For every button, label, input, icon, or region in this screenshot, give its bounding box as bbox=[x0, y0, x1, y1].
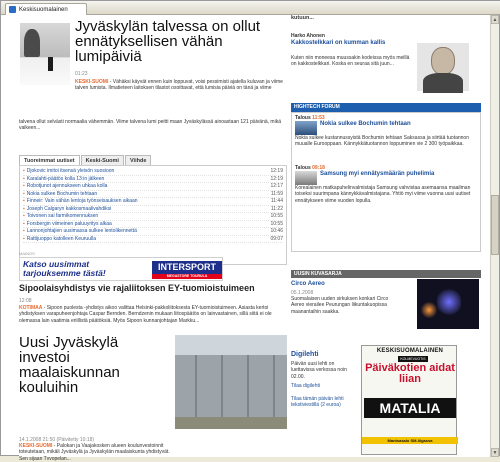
news-list bbox=[19, 165, 287, 265]
news-row[interactable] bbox=[23, 191, 283, 199]
forum-lead: Nokia sulkee kustannussyistä Bochumin tehtaan Saksassa ja siirtää tuotannon muualle Eurooppaan. Kännykkätuotannon loppuminen vie 2 300 työpaikkaa. bbox=[295, 135, 469, 148]
story-sipoo-title[interactable]: Sipoolaisyhdistys vie rajaliitoksen EY-tuomioistuimeen bbox=[19, 283, 255, 293]
author-portrait bbox=[417, 43, 469, 91]
news-time: 12:19 bbox=[270, 175, 283, 182]
tab-keski-suomi[interactable]: Keski-Suomi bbox=[81, 155, 124, 166]
news-time: 12:17 bbox=[270, 183, 283, 189]
news-time: 12:19 bbox=[270, 168, 283, 174]
bullet-icon: ▪ bbox=[23, 205, 25, 212]
main-story bbox=[19, 18, 287, 132]
forum-title[interactable]: Nokia sulkee Bochumin tehtaan bbox=[320, 121, 411, 127]
news-time: 09:07 bbox=[270, 235, 283, 242]
story-school-title[interactable]: Uusi Jyväskylä investoi maalaiskunnan kouluihin bbox=[19, 334, 120, 396]
story-sipoo-lead: KOTIMAA - Sipoon puolesta -yhdistys aikoo valittaa Helsinki-pakkoliitoksesta EY-tuomioistuimeen. Asiasta kertoi yhdistyksen varapuheenjohtaja Caspar Bernden. Berndzenin mukaan liitospäätös on lainvastainen, sillä siitä ei ole olemassa lain vaatimia eriillistä päätöksiä. Myös Sipoon kunnanjohtajan Markku... bbox=[19, 305, 272, 324]
ad-text: Katso uusimmat tarjouksemme tästä! bbox=[23, 259, 106, 278]
gallery-date: 05.1.2008 bbox=[291, 290, 314, 296]
story-sipoo-source: KOTIMAA bbox=[19, 305, 43, 311]
vertical-scrollbar[interactable] bbox=[490, 15, 499, 457]
news-row[interactable] bbox=[23, 198, 283, 206]
news-row[interactable] bbox=[23, 183, 283, 191]
sms-order-link[interactable]: Tilaa tämän päivän lehti tekstiviestillä (2 euroa) bbox=[291, 396, 344, 409]
gallery-image[interactable] bbox=[417, 279, 479, 329]
story-school-lead-text: Palokan ja Vaajakosken alueen koulunvestoinnit toteutetaan, mikäli Jyväskylä ja Jyväskylän maalaiskunta yhdistyvät. Sen sijaan Tvvopelan... bbox=[19, 443, 170, 462]
tree-shape bbox=[24, 29, 40, 57]
news-row[interactable] bbox=[23, 206, 283, 214]
bullet-icon: ▪ bbox=[23, 168, 25, 174]
news-time: 11:22 bbox=[270, 205, 283, 212]
story-school-image[interactable] bbox=[175, 335, 287, 429]
favicon-icon bbox=[9, 6, 16, 13]
forum-cat: Talous bbox=[295, 165, 311, 171]
gallery-lead: Suomalaisen uuden sirkuksen konkari Circo Aereo vierailee Peurungan liikuntakuopissa maanantaihin saakka. bbox=[291, 296, 389, 315]
forum-thumb-image bbox=[295, 121, 317, 135]
forum-headline-row bbox=[295, 171, 480, 185]
forum-item[interactable] bbox=[295, 165, 480, 204]
story-sipoo-time: 12:08 bbox=[19, 298, 32, 304]
forum-time: 09:18 bbox=[312, 165, 325, 171]
news-row[interactable] bbox=[23, 213, 283, 221]
tab-viihde[interactable]: Viihde bbox=[125, 155, 151, 166]
building-stripe bbox=[195, 355, 197, 417]
building-stripe bbox=[247, 355, 249, 417]
forum-headline-row bbox=[295, 121, 480, 135]
tab-latest[interactable]: Tuoreimmat uutiset bbox=[19, 155, 80, 166]
newspaper-cover[interactable] bbox=[361, 345, 457, 455]
right-top-text: kutuun... bbox=[291, 15, 314, 21]
news-link[interactable]: Joseph Calgaryn kakkosmaalivahdiksi bbox=[26, 205, 112, 212]
forum-header[interactable]: HIGHTECH FORUM bbox=[291, 103, 481, 112]
main-story-lead-text: Vähäksi käyvät ennen kuin loppuvat, voisi pessimisti ajatella kuluvan ja viime talven lumista. Ilmatieteen laitoksen tilastot osoittavat, että lumisia päiviä on tänä ja viime bbox=[75, 79, 283, 92]
bullet-icon: ▪ bbox=[23, 198, 25, 204]
tab-title: Keskisuomalainen bbox=[19, 6, 68, 13]
forum-time: 11:53 bbox=[312, 115, 325, 121]
bullet-icon: ▪ bbox=[23, 175, 25, 182]
news-time: 11:59 bbox=[270, 190, 283, 197]
news-link[interactable]: Djokovic imitoi itsensä yleisön suosioon bbox=[26, 168, 115, 174]
forum-item[interactable] bbox=[295, 115, 480, 148]
gallery-title[interactable]: Circo Aereo bbox=[291, 281, 325, 287]
story-school-source: KESKI-SUOMI bbox=[19, 443, 53, 449]
scroll-down-icon[interactable]: ▼ bbox=[492, 450, 498, 456]
tab-bar bbox=[1, 1, 500, 15]
story-sipoo bbox=[19, 283, 287, 324]
digilehti-title[interactable]: Digilehti bbox=[291, 351, 319, 358]
news-link[interactable]: Toivonen sai farmikomennuksen bbox=[26, 213, 99, 219]
news-row[interactable] bbox=[23, 168, 283, 176]
paper-footer: Mantsasalo SM-liigassa bbox=[362, 437, 458, 444]
gallery-header[interactable]: UUSIN KUVASARJA bbox=[291, 270, 481, 278]
main-story-lead-cont: talvena ollut selvästi normaalia vähemmän. Viime talvena lumi peitti maan Jyväskylässä ainoastaan 121 päivänä, mikä vaikeen... bbox=[19, 119, 281, 132]
main-story-title[interactable]: Jyväskylän talvessa on ollut ennätyksellisen vähän lumipäiviä bbox=[75, 18, 261, 65]
person-shape bbox=[48, 57, 53, 71]
bullet-icon: ▪ bbox=[23, 190, 25, 197]
story-school-lead: KESKI-SUOMI - Palokan ja Vaajakosken alueen koulunvestoinnit toteutetaan, mikäli Jyväskylä ja Jyväskylän maalaiskunta yhdistyvät. Sen sijaan Tvvopelan... bbox=[19, 443, 170, 462]
forum-box bbox=[291, 112, 481, 252]
portrait-head bbox=[431, 47, 455, 75]
stage-light bbox=[437, 287, 461, 317]
news-time: 10:55 bbox=[270, 220, 283, 227]
column-author: Harko Ahonen bbox=[291, 33, 325, 39]
bullet-icon: ▪ bbox=[23, 228, 25, 234]
digilehti-text: Päivän uusi lehti on luettavissa verkossa noin 02.00. bbox=[291, 361, 347, 380]
forum-title[interactable]: Samsung myi ennätysmäärän puhelimia bbox=[320, 171, 435, 177]
main-story-source: KESKI-SUOMI bbox=[75, 79, 109, 85]
news-link[interactable]: Finneir: Vain vähän lentoja työnseisauksen aikaan bbox=[26, 198, 138, 204]
news-row[interactable] bbox=[23, 236, 283, 244]
scroll-thumb[interactable] bbox=[491, 195, 499, 255]
news-time: 11:44 bbox=[270, 198, 283, 204]
news-link[interactable]: Karalahti-päätös kolla 13:in jälkeen bbox=[26, 175, 105, 182]
scroll-up-icon[interactable]: ▲ bbox=[492, 17, 498, 23]
bullet-icon: ▪ bbox=[23, 183, 25, 189]
news-time: 10:46 bbox=[270, 228, 283, 234]
column-title[interactable]: Kakkostelkkari on kumman kallis bbox=[291, 40, 386, 46]
paper-subtag: KOLMEVUOTIS bbox=[398, 356, 428, 362]
news-link[interactable]: Lannonjohtajien uusimassa sulkee lentolikennettä bbox=[26, 228, 137, 234]
bullet-icon: ▪ bbox=[23, 213, 25, 219]
bullet-icon: ▪ bbox=[23, 220, 25, 227]
news-link[interactable]: Rattijuoppo katolleen Keuruulla bbox=[26, 235, 96, 242]
page-content bbox=[19, 15, 491, 462]
story-school-meta: 14.1.2008 21:50 (Päivitetty 10:18) bbox=[19, 437, 95, 443]
news-link[interactable]: Forsbergin viimeinen paluuyritys alkaa bbox=[26, 220, 112, 227]
news-row[interactable] bbox=[23, 228, 283, 236]
intersport-logo bbox=[152, 261, 222, 279]
news-time: 10:55 bbox=[270, 213, 283, 219]
browser-tab[interactable] bbox=[5, 3, 87, 15]
main-story-image[interactable] bbox=[20, 23, 70, 85]
story-school bbox=[19, 334, 287, 462]
portrait-body bbox=[423, 73, 463, 93]
building-stripe bbox=[221, 355, 223, 417]
ground-shape bbox=[175, 417, 287, 429]
ad-brand-sub: MEGASTORE TOURULA bbox=[152, 274, 222, 279]
paper-masthead: KESKISUOMALAINEN bbox=[376, 348, 444, 354]
news-link[interactable]: Robotjunot ajennukseen uhkaa kolla bbox=[26, 183, 108, 189]
news-row[interactable] bbox=[23, 221, 283, 229]
news-box bbox=[19, 155, 287, 265]
story-sipoo-lead-text: Sipoon puolesta -yhdistys aikoo valittaa Helsinki-pakkoliitoksesta EY-tuomioistuimeen. Asiasta kertoi yhdistyksen varapuheenjohtaja Caspar Bernden. Berndzenin mukaan liitospäätös on lainvastainen, sillä siitä ei ole olemassa lain vaatimia eriillistä päätöksiä. Myös Sipoon kunnanjohtajan Markku... bbox=[19, 305, 272, 324]
forum-cat: Talous bbox=[295, 115, 311, 121]
paper-headline: Päiväkotien aidat liian bbox=[365, 362, 455, 385]
ad-brand: INTERSPORT bbox=[157, 262, 216, 272]
news-link[interactable]: Nokia sulkee Bochumin tehtaan bbox=[26, 190, 98, 197]
ad-label: MAINOS bbox=[19, 251, 35, 256]
main-story-time: 01:23 bbox=[75, 71, 88, 77]
forum-lead: Korealainen matkapuhelinvalmistaja Samsung vahvistaa asemaansa maailman toiseksi suurimpana kännykkävalmistajana. Yhtiö myi viime vuonna uusi uutiset ennätykseen viime vuoden lopulla. bbox=[295, 185, 471, 204]
paper-headline-big: MATALIA bbox=[364, 398, 456, 418]
subscribe-digilehti-link[interactable]: Tilaa digilehti bbox=[291, 383, 320, 389]
column-lead: Kuten niin moneesa muussakin kodeissa myös meillä on kakkostelkkari. Koska en seuraa sitä juun... bbox=[291, 55, 410, 68]
stage-light bbox=[421, 301, 437, 319]
main-story-lead: KESKI-SUOMI - Vähäksi käyvät ennen kuin loppuvat, voisi pessimisti ajatella kuluvan ja viime talven lumista. Ilmatieteen laitoksen tilastot osoittavat, että lumisia päiviä on tänä ja viime bbox=[75, 79, 283, 92]
building-stripe bbox=[273, 355, 275, 417]
ad-banner[interactable] bbox=[19, 257, 223, 281]
news-row[interactable] bbox=[23, 176, 283, 184]
forum-thumb-image bbox=[295, 171, 317, 185]
bullet-icon: ▪ bbox=[23, 235, 25, 242]
building-shape bbox=[175, 355, 287, 417]
